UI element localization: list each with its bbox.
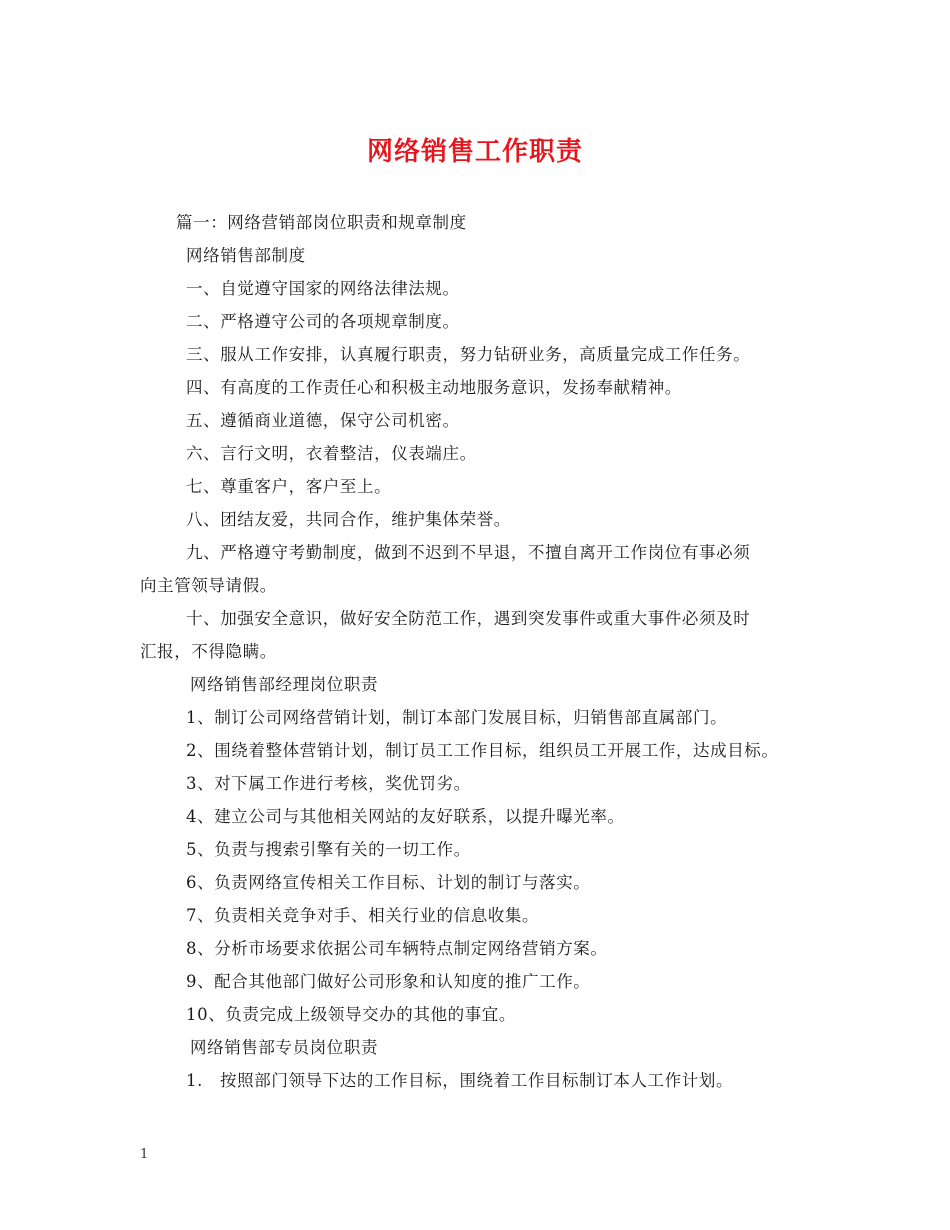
paragraph-line: 十、加强安全意识，做好安全防范工作，遇到突发事件或重大事件必须及时 bbox=[186, 609, 751, 628]
paragraph-line: 5、负责与搜索引擎有关的一切工作。 bbox=[186, 840, 471, 859]
paragraph-line: 七、尊重客户，客户至上。 bbox=[186, 477, 392, 496]
document-body bbox=[140, 206, 840, 1097]
paragraph-line: 7、负责相关竞争对手、相关行业的信息收集。 bbox=[186, 906, 540, 925]
paragraph-line: 一、自觉遵守国家的网络法律法规。 bbox=[186, 279, 460, 298]
paragraph-line: 网络销售部制度 bbox=[186, 246, 306, 265]
paragraph-line: 四、有高度的工作责任心和积极主动地服务意识，发扬奉献精神。 bbox=[186, 378, 682, 397]
paragraph-line: 八、团结友爱，共同合作，维护集体荣誉。 bbox=[186, 510, 511, 529]
paragraph-line: 六、言行文明，衣着整洁，仪表端庄。 bbox=[186, 444, 477, 463]
paragraph-line: 9、配合其他部门做好公司形象和认知度的推广工作。 bbox=[186, 972, 591, 991]
paragraph-line: 2、围绕着整体营销计划，制订员工工作目标，组织员工开展工作，达成目标。 bbox=[186, 741, 779, 760]
page-number: 1 bbox=[140, 1147, 149, 1162]
paragraph-line: 网络销售部经理岗位职责 bbox=[190, 675, 379, 694]
paragraph-line: 二、严格遵守公司的各项规章制度。 bbox=[186, 312, 460, 331]
paragraph-line: 10、负责完成上级领导交办的其他的事宜。 bbox=[186, 1005, 516, 1024]
paragraph-line: 4、建立公司与其他相关网站的友好联系，以提升曝光率。 bbox=[186, 807, 625, 826]
paragraph-line: 九、严格遵守考勤制度，做到不迟到不早退，不擅自离开工作岗位有事必须 bbox=[186, 543, 751, 562]
paragraph-line: 8、分析市场要求依据公司车辆特点制定网络营销方案。 bbox=[186, 939, 608, 958]
paragraph-line: 向主管领导请假。 bbox=[140, 576, 277, 595]
paragraph-line: 3、对下属工作进行考核，奖优罚劣。 bbox=[186, 774, 471, 793]
paragraph-line: 篇一：网络营销部岗位职责和规章制度 bbox=[176, 213, 467, 232]
paragraph-line: 五、遵循商业道德，保守公司机密。 bbox=[186, 411, 460, 430]
paragraph-line: 1. 按照部门领导下达的工作目标，围绕着工作目标制订本人工作计划。 bbox=[186, 1071, 734, 1090]
paragraph-line: 1、制订公司网络营销计划，制订本部门发展目标，归销售部直属部门。 bbox=[186, 708, 728, 727]
paragraph-line: 汇报，不得隐瞒。 bbox=[140, 642, 277, 661]
document-title: 网络销售工作职责 bbox=[366, 137, 583, 167]
paragraph-line: 三、服从工作安排，认真履行职责，努力钻研业务，高质量完成工作任务。 bbox=[186, 345, 751, 364]
paragraph-line: 6、负责网络宣传相关工作目标、计划的制订与落实。 bbox=[186, 873, 591, 892]
paragraph-line: 网络销售部专员岗位职责 bbox=[190, 1038, 379, 1057]
